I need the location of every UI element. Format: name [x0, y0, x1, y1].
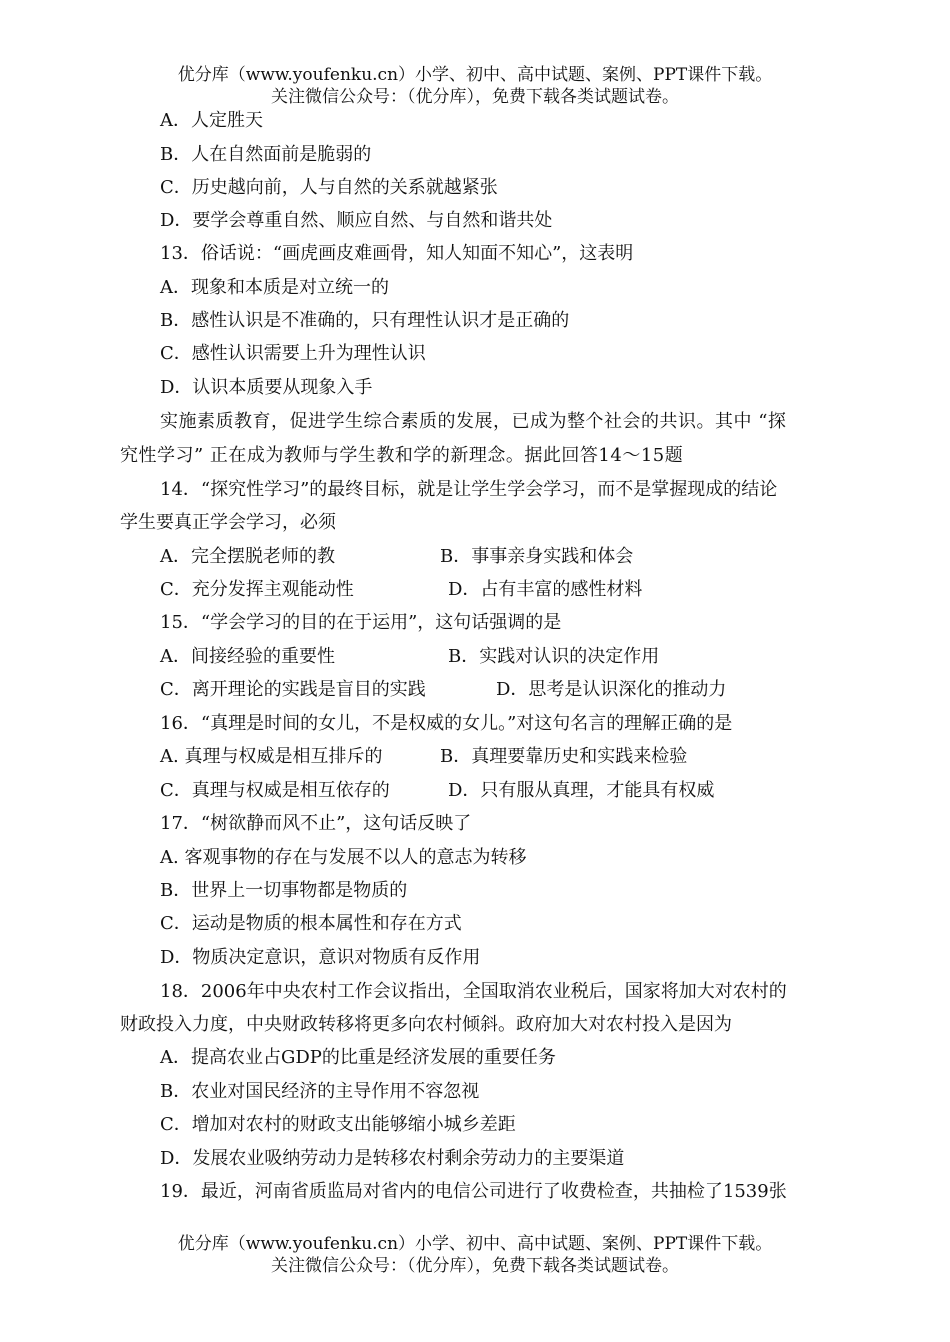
q18-option-a: A．提高农业占GDP的比重是经济发展的重要任务 — [160, 1047, 556, 1068]
q15-option-b: B．实践对认识的决定作用 — [448, 646, 660, 667]
q12-option-d: D．要学会尊重自然、顺应自然、与自然和谐共处 — [160, 210, 553, 231]
q18-option-b: B．农业对国民经济的主导作用不容忽视 — [160, 1081, 480, 1102]
q12-option-a: A．人定胜天 — [160, 110, 263, 131]
q18-stem-line-1: 18．2006年中央农村工作会议指出，全国取消农业税后，国家将加大对农村的 — [160, 981, 787, 1002]
q18-stem-line-2: 财政投入力度，中央财政转移将更多向农村倾斜。政府加大对农村投入是因为 — [120, 1014, 732, 1035]
q13-stem: 13．俗话说：“画虎画皮难画骨，知人知面不知心”，这表明 — [160, 243, 634, 264]
passage-line-1: 实施素质教育，促进学生综合素质的发展，已成为整个社会的共识。其中 “探 — [160, 411, 787, 432]
q17-option-a: A. 客观事物的存在与发展不以人的意志为转移 — [160, 847, 527, 868]
q16-option-a: A. 真理与权威是相互排斥的 — [160, 746, 383, 767]
q17-stem: 17．“树欲静而风不止”，这句话反映了 — [160, 813, 472, 834]
q18-option-c: C．增加对农村的财政支出能够缩小城乡差距 — [160, 1114, 516, 1135]
q12-option-b: B．人在自然面前是脆弱的 — [160, 144, 372, 165]
header-line-1: 优分库（www.youfenku.cn）小学、初中、高中试题、案例、PPT课件下载。 — [177, 65, 773, 85]
q13-option-b: B．感性认识是不准确的，只有理性认识才是正确的 — [160, 310, 570, 331]
q15-option-d: D．思考是认识深化的推动力 — [496, 679, 727, 700]
footer-line-1: 优分库（www.youfenku.cn）小学、初中、高中试题、案例、PPT课件下载。 — [177, 1234, 773, 1254]
q16-stem: 16．“真理是时间的女儿，不是权威的女儿。”对这句名言的理解正确的是 — [160, 713, 733, 734]
passage-line-2: 究性学习” 正在成为教师与学生教和学的新理念。据此回答14～15题 — [120, 445, 684, 466]
q15-option-c: C．离开理论的实践是盲目的实践 — [160, 679, 426, 700]
q12-option-c: C．历史越向前，人与自然的关系就越紧张 — [160, 177, 498, 198]
q14-stem-line-1: 14．“探究性学习”的最终目标，就是让学生学会学习，而不是掌握现成的结论 — [160, 479, 778, 500]
q13-option-a: A．现象和本质是对立统一的 — [160, 277, 389, 298]
q14-option-d: D．占有丰富的感性材料 — [448, 579, 643, 600]
q19-stem-line-1: 19．最近，河南省质监局对省内的电信公司进行了收费检查，共抽检了1539张 — [160, 1181, 787, 1202]
q15-option-a: A．间接经验的重要性 — [160, 646, 335, 667]
q16-option-c: C．真理与权威是相互依存的 — [160, 780, 390, 801]
q14-option-a: A．完全摆脱老师的教 — [160, 546, 335, 567]
q16-option-d: D．只有服从真理，才能具有权威 — [448, 780, 715, 801]
q14-option-c: C．充分发挥主观能动性 — [160, 579, 354, 600]
q13-option-d: D．认识本质要从现象入手 — [160, 377, 373, 398]
page-footer — [0, 1233, 950, 1277]
page-header — [0, 64, 950, 108]
header-line-2: 关注微信公众号：（优分库），免费下载各类试题试卷。 — [271, 87, 679, 107]
q17-option-c: C．运动是物质的根本属性和存在方式 — [160, 913, 462, 934]
q15-stem: 15．“学会学习的目的在于运用”，这句话强调的是 — [160, 612, 562, 633]
q14-stem-line-2: 学生要真正学会学习，必须 — [120, 512, 336, 533]
q14-option-b: B．事事亲身实践和体会 — [440, 546, 634, 567]
q18-option-d: D．发展农业吸纳劳动力是转移农村剩余劳动力的主要渠道 — [160, 1148, 625, 1169]
q17-option-b: B．世界上一切事物都是物质的 — [160, 880, 408, 901]
q13-option-c: C．感性认识需要上升为理性认识 — [160, 343, 426, 364]
q16-option-b: B．真理要靠历史和实践来检验 — [440, 746, 688, 767]
q17-option-d: D．物质决定意识，意识对物质有反作用 — [160, 947, 481, 968]
footer-line-2: 关注微信公众号：（优分库），免费下载各类试题试卷。 — [271, 1256, 679, 1276]
